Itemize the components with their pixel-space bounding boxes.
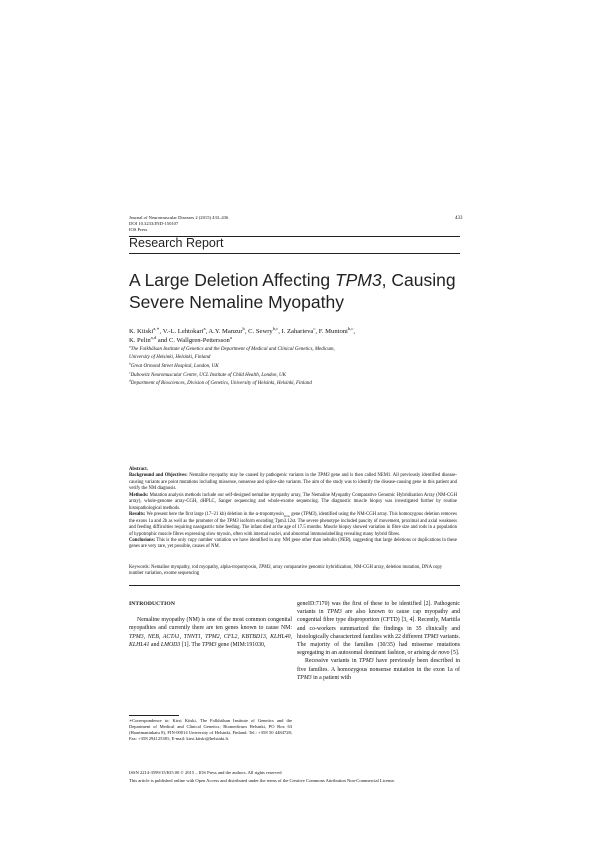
author: F. Muntoni$^{b,c}$: [318, 325, 354, 335]
footer-license: This article is published online with Open Access and distributed under the terms of the Creative Commons Attribution Non-Commercial License.: [129, 778, 396, 783]
footer-issn: ISSN 2214-3599/15/$35.00 © 2015 – IOS Press and the authors. All rights reserved: [129, 770, 282, 775]
paragraph: geneID:7170) was the first of these to be identified [2]. Pathogenic variants in TPM3 are also known to cause cap myopathy and congenital fibre type disproportion (CFTD) [3, 4]. Recently, Marttila and co-workers summarized the findings in 35 clinically and histologically characterized families with 22 different TPM3 variants. The majority of the families (30/35) had missense mutations segregating in an autosomal dominant fashion, or arising de novo [5].: [297, 601, 460, 657]
abstract: [129, 467, 457, 551]
journal-citation: Journal of Neuromuscular Diseases 2 (2015) 433–436: [129, 215, 229, 220]
affiliation: $^a$The Folkhälsan Institute of Genetics and the Department of Medical and Clinical Genetics, Medicum,: [129, 344, 335, 352]
paragraph: Nemaline myopathy (NM) is one of the most common congenital myopathies and currently there are ten genes known to cause NM: TPM3, NEB, ACTA1, TNNT1, TPM2, CFL2, KBTBD13, KLHL40, KLHL41 and LMOD3 [1]. The TPM3 gene (MIM:191030,: [129, 617, 292, 648]
affiliation: $^b$Great Ormond Street Hospital, London, UK: [129, 361, 219, 369]
author: V.-L. Lehtokari$^a$: [162, 325, 206, 335]
journal-doi: DOI 10.3233/JND-150107: [129, 221, 179, 227]
correspondence-footnote: ∗Correspondence to: Kirsi Kiiski, The Folkhälsan Institute of Genetics and the Department of Medical and Clinical Genetics, Biomedicum Helsinki, PO Box 63 (Haartmaninkatu 8), FIN-00014 University of Helsinki, Finland. Tel.: +358 50 4484728; Fax: +358 294125381; E-mail: kirsi.kiiski@helsinki.fi.: [129, 718, 292, 742]
column-left: [129, 600, 292, 649]
keywords-divider: [129, 585, 460, 586]
author: K. Kiiski$^{a,∗}$: [129, 325, 160, 335]
article-title: [129, 270, 469, 313]
affiliation: University of Helsinki, Helsinki, Finland: [129, 354, 211, 360]
column-right: [297, 600, 460, 682]
author: I. Zaharieva$^c$: [281, 325, 316, 335]
abstract-heading: Abstract.: [129, 467, 148, 472]
section-heading-introduction: INTRODUCTION: [129, 601, 175, 607]
author: C. Sewry$^{b,c}$: [248, 325, 279, 335]
title-line-2: Severe Nemaline Myopathy: [129, 291, 344, 312]
author: C. Wallgren-Pettersson$^a$: [168, 334, 232, 344]
abstract-conclusions: Conclusions: This is the only copy number variation we have identified in any NM gene other than nebulin (NEB), suggesting that large deletions or duplications in these genes are very rare, yet possible, causes of NM.: [129, 537, 457, 550]
author: A.Y. Manzur$^b$: [208, 325, 245, 335]
affiliation: $^c$Dubowitz Neuromuscular Centre, UCL Institute of Child Health, London, UK: [129, 370, 286, 378]
keywords: Keywords: Nemaline myopathy, rod myopathy, alpha-tropomyosin, TPM3, array comparative genomic hybridization, NM-CGH array, deletion mutation, DNA copy number variation, exome sequencing: [129, 565, 443, 577]
journal-header: [129, 215, 228, 234]
paragraph: Recessive variants in TPM3 have previously been described in five families. A homozygous nonsense mutation in the exon 1a of TPM3 in a patient with: [297, 658, 460, 681]
abstract-methods: Methods: Mutation analysis methods include our self-designed nemaline myopathy array, The Nemaline Myopathy Comparative Genomic Hybridisation Array (NM-CGH array), whole-genome array-CGH, dHPLC, Sanger sequencing and whole-exome sequencing. The diagnostic muscle biopsy was investigated further by routine histopathological methods.: [129, 492, 457, 511]
author: K. Pelin$^{a,d}$: [129, 334, 157, 344]
journal-publisher: IOS Press: [129, 227, 148, 233]
affiliation: $^d$Department of Biosciences, Division of Genetics, University of Helsinki, Helsinki, Finland: [129, 378, 312, 386]
abstract-results: Results: We present here the first large (17–21 kb) deletion in the α-tropomyosin$_{slow}$ gene (TPM3), identified using the NM-CGH array. This homozygous deletion removes the exons 1a and 2b as well as the promoter of the TPM3 isoform encoding Tpm3.12st. The severe phenotype included paucity of movement, proximal and axial weakness and feeding difficulties requiring nasogastric tube feeding. The infant died at the age of 17.5 months. Muscle biopsy showed variation in fibre size and rods in a population of hypotrophic muscle fibres expressing slow myosin, often with internal nuclei, and abnormal immunolabelling revealing many hybrid fibres.: [129, 512, 458, 537]
abstract-background: Background and Objectives: Nemaline myopathy may be caused by pathogenic variants in the TPM3 gene and is then called NEM1. All previously identified disease-causing variants are point mutations including missense, nonsense and splice-site variants. The aim of the study was to identify the disease-causing gene in this patient and verify the NM diagnosis.: [129, 473, 457, 492]
report-type: Research Report: [129, 236, 224, 250]
page-number: 433: [455, 216, 463, 221]
title-gene: TPM3: [334, 270, 382, 290]
author-list: K. Kiiski$^{a,∗}$, V.-L. Lehtokari$^a$, A.Y. Manzur$^b$, C. Sewry$^{b,c}$, I. Zaharieva$^c$, F. Muntoni$^{b,c}$, K. Pelin$^{a,d}$ and C. Wallgren-Pettersson$^a$: [129, 325, 356, 344]
report-type-divider: [129, 253, 460, 254]
title-line-1: A Large Deletion Affecting TPM3, Causing: [129, 270, 456, 290]
footnote-divider: [129, 715, 179, 716]
